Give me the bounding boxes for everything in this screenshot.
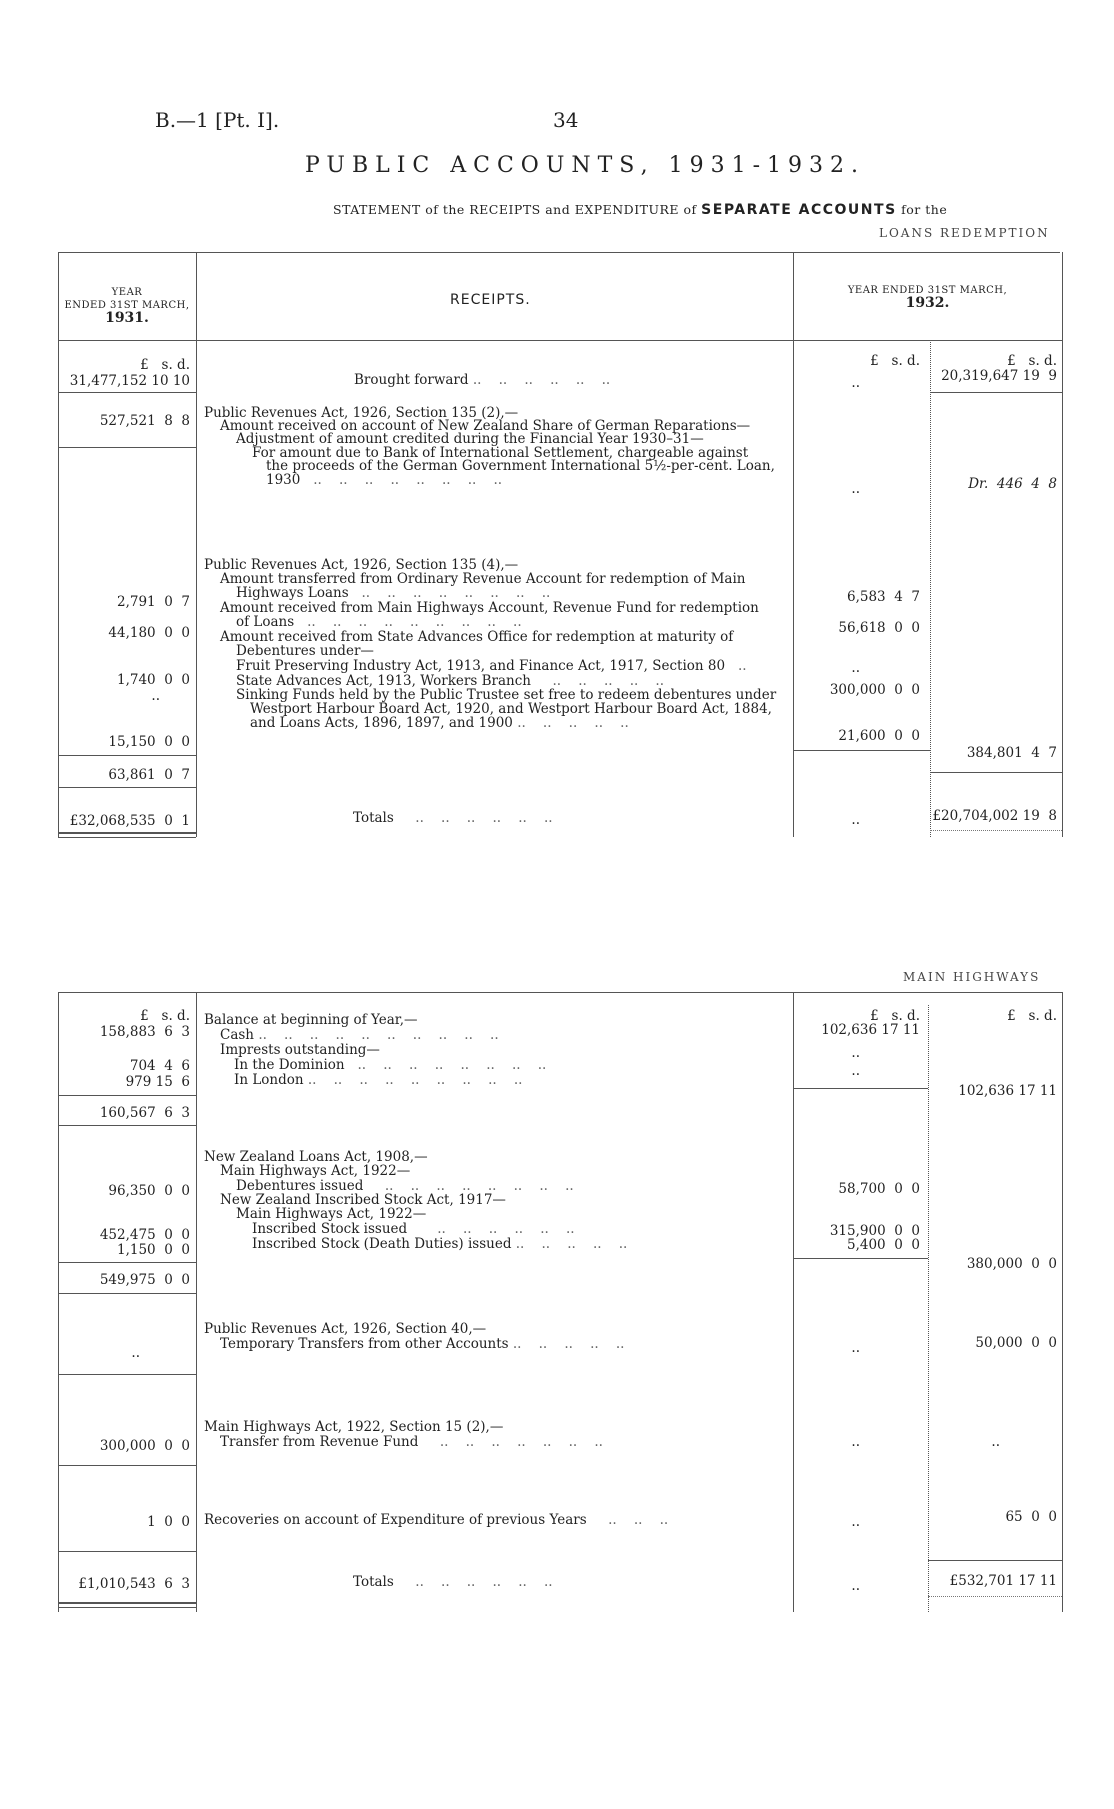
row-rule	[58, 447, 196, 448]
amount-cell: 1,150 0 0	[117, 1242, 190, 1258]
amount-cell: ..	[991, 1434, 1000, 1450]
currency-label: £ s. d.	[870, 1008, 920, 1024]
amount-cell: ..	[851, 1434, 860, 1450]
row-label: Amount received on account of New Zealand Share of German Reparations—	[220, 418, 751, 434]
row-label: and Loans Acts, 1896, 1897, and 1900 .. .. .. .. ..	[250, 715, 629, 731]
curr-year-header: YEAR ENDED 31ST MARCH, 1932.	[847, 285, 1008, 311]
table1-right-border	[1062, 252, 1063, 837]
page-title: PUBLIC ACCOUNTS, 1931-1932.	[305, 153, 865, 178]
amount-cell: ..	[131, 1345, 140, 1361]
amount-cell: Dr. 446 4 8	[968, 476, 1057, 492]
receipts-header: RECEIPTS.	[450, 292, 531, 308]
total-rule	[58, 1607, 196, 1608]
row-label: Balance at beginning of Year,—	[204, 1012, 418, 1028]
row-rule	[58, 1125, 196, 1126]
currency-label: £ s. d.	[140, 357, 190, 373]
table1-top-rule	[58, 252, 1060, 253]
amount-cell: 96,350 0 0	[108, 1183, 190, 1199]
total-rule	[930, 830, 1062, 831]
amount-cell: 160,567 6 3	[99, 1105, 190, 1121]
amount-cell: 979 15 6	[125, 1074, 190, 1090]
total-cell: £20,704,002 19 8	[932, 808, 1057, 824]
amount-cell: 5,400 0 0	[847, 1237, 920, 1253]
totals-label: Totals .. .. .. .. .. ..	[353, 1574, 553, 1590]
amount-cell: 58,700 0 0	[838, 1181, 920, 1197]
table2-col-divider	[793, 992, 794, 1612]
section-name: MAIN HIGHWAYS	[903, 970, 1041, 984]
row-label: Brought forward .. .. .. .. .. ..	[354, 372, 611, 388]
amount-cell: 6,583 4 7	[847, 589, 920, 605]
amount-cell: 44,180 0 0	[108, 625, 190, 641]
total-rule	[928, 1596, 1062, 1597]
amount-cell: ..	[851, 375, 860, 391]
amount-cell: 704 4 6	[129, 1058, 190, 1074]
amount-cell: 102,636 17 11	[958, 1083, 1057, 1099]
row-label: Temporary Transfers from other Accounts .. .. .. .. ..	[220, 1336, 625, 1352]
row-rule	[58, 1374, 196, 1375]
currency-label: £ s. d.	[140, 1008, 190, 1024]
currency-label: £ s. d.	[870, 353, 920, 369]
page-number: 34	[553, 108, 579, 132]
amount-cell: ..	[851, 660, 860, 676]
row-label: Sinking Funds held by the Public Trustee set free to redeem debentures under	[236, 687, 777, 703]
row-label: New Zealand Inscribed Stock Act, 1917—	[220, 1192, 506, 1208]
total-rule	[58, 832, 196, 834]
amount-cell: 56,618 0 0	[838, 620, 920, 636]
row-rule	[58, 1095, 196, 1096]
table1-col-divider	[930, 340, 931, 837]
amount-cell: 1 0 0	[147, 1514, 190, 1530]
total-cell: ..	[851, 1578, 860, 1594]
amount-cell: 20,319,647 19 9	[941, 368, 1057, 384]
amount-cell: 452,475 0 0	[99, 1227, 190, 1243]
amount-cell: ..	[851, 1063, 860, 1079]
amount-cell: 1,740 0 0	[117, 672, 190, 688]
total-cell: £32,068,535 0 1	[69, 813, 190, 829]
row-label: Transfer from Revenue Fund .. .. .. .. .. .. ..	[220, 1434, 603, 1450]
row-rule	[58, 392, 196, 393]
row-label: Public Revenues Act, 1926, Section 135 (2),—	[204, 405, 519, 421]
row-label: Highways Loans .. .. .. .. .. .. .. ..	[236, 585, 551, 601]
row-label: Adjustment of amount credited during the Financial Year 1930–31—	[236, 431, 704, 447]
total-cell: £1,010,543 6 3	[78, 1576, 190, 1592]
row-rule	[793, 1088, 928, 1089]
amount-cell: 102,636 17 11	[821, 1022, 920, 1038]
row-label: Imprests outstanding—	[220, 1042, 380, 1058]
amount-cell: 15,150 0 0	[108, 734, 190, 750]
row-label: Inscribed Stock (Death Duties) issued .. .. .. .. ..	[252, 1236, 628, 1252]
amount-cell: 2,791 0 7	[117, 594, 190, 610]
statement-bold: SEPARATE ACCOUNTS	[701, 202, 897, 218]
row-label: In the Dominion .. .. .. .. .. .. .. ..	[234, 1057, 547, 1073]
account-name: LOANS REDEMPTION	[879, 226, 1050, 240]
row-rule	[58, 1465, 196, 1466]
row-label: Inscribed Stock issued .. .. .. .. .. ..	[252, 1221, 575, 1237]
row-label: Recoveries on account of Expenditure of previous Years .. .. ..	[204, 1512, 669, 1528]
amount-cell: 527,521 8 8	[99, 413, 190, 429]
total-cell: ..	[851, 812, 860, 828]
row-rule	[793, 1258, 928, 1259]
row-label: State Advances Act, 1913, Workers Branch .. .. .. .. ..	[236, 673, 665, 689]
amount-cell: 50,000 0 0	[975, 1335, 1057, 1351]
total-rule	[58, 837, 196, 838]
row-label: Main Highways Act, 1922—	[236, 1206, 427, 1222]
amount-cell: 21,600 0 0	[838, 728, 920, 744]
amount-cell: 300,000 0 0	[99, 1438, 190, 1454]
amount-cell: ..	[851, 1340, 860, 1356]
row-label: In London .. .. .. .. .. .. .. .. ..	[234, 1072, 523, 1088]
amount-cell: 63,861 0 7	[108, 767, 190, 783]
row-label: of Loans .. .. .. .. .. .. .. .. ..	[236, 614, 522, 630]
statement-suffix: for the	[901, 202, 948, 217]
row-label: Cash .. .. .. .. .. .. .. .. .. ..	[220, 1027, 499, 1043]
table1-header-rule	[58, 340, 1062, 341]
row-label: Westport Harbour Board Act, 1920, and Westport Harbour Board Act, 1884,	[250, 701, 772, 717]
table2-left-border	[58, 992, 59, 1612]
row-label: the proceeds of the German Government International 5½-per-cent. Loan,	[266, 458, 775, 474]
amount-cell: ..	[851, 1514, 860, 1530]
row-label: Amount received from Main Highways Account, Revenue Fund for redemption	[220, 600, 759, 616]
amount-cell: 300,000 0 0	[829, 682, 920, 698]
amount-cell: 65 0 0	[1005, 1509, 1057, 1525]
row-label: Public Revenues Act, 1926, Section 135 (4),—	[204, 557, 519, 573]
amount-cell: 31,477,152 10 10	[69, 373, 190, 389]
table2-col-divider	[928, 1005, 929, 1612]
row-rule	[58, 787, 196, 788]
amount-cell: 549,975 0 0	[99, 1272, 190, 1288]
currency-label: £ s. d.	[1007, 1008, 1057, 1024]
row-rule	[58, 1551, 196, 1552]
table2-right-border	[1062, 992, 1063, 1612]
totals-label: Totals .. .. .. .. .. ..	[353, 810, 553, 826]
row-label: Debentures issued .. .. .. .. .. .. .. ..	[236, 1178, 574, 1194]
statement-prefix: STATEMENT of the RECEIPTS and EXPENDITURE of	[333, 202, 697, 217]
prev-year-header: YEAR ENDED 31ST MARCH, 1931.	[64, 287, 190, 326]
row-label: Amount transferred from Ordinary Revenue Account for redemption of Main	[220, 571, 746, 587]
amount-cell: ..	[151, 688, 160, 704]
series-reference: B.—1 [Pt. I].	[155, 108, 280, 132]
row-rule	[930, 772, 1062, 773]
row-rule	[58, 755, 196, 756]
row-label: Main Highways Act, 1922—	[220, 1163, 411, 1179]
amount-cell: 380,000 0 0	[966, 1256, 1057, 1272]
row-rule	[58, 1293, 196, 1294]
row-rule	[58, 1262, 196, 1263]
row-rule	[930, 392, 1062, 393]
row-label: Debentures under—	[236, 643, 374, 659]
amount-cell: ..	[851, 481, 860, 497]
row-label: Fruit Preserving Industry Act, 1913, and Finance Act, 1917, Section 80 ..	[236, 658, 747, 674]
table2-top-rule	[58, 992, 1062, 993]
total-rule	[58, 1602, 196, 1604]
amount-cell: 384,801 4 7	[966, 745, 1057, 761]
row-label: Main Highways Act, 1922, Section 15 (2),—	[204, 1419, 504, 1435]
amount-cell: 315,900 0 0	[829, 1223, 920, 1239]
row-label: Public Revenues Act, 1926, Section 40,—	[204, 1321, 487, 1337]
total-cell: £532,701 17 11	[949, 1573, 1057, 1589]
amount-cell: 158,883 6 3	[99, 1024, 190, 1040]
row-label: Amount received from State Advances Office for redemption at maturity of	[220, 629, 734, 645]
row-label: 1930 .. .. .. .. .. .. .. ..	[266, 472, 503, 488]
row-rule	[793, 750, 930, 751]
amount-cell: ..	[851, 1045, 860, 1061]
currency-label: £ s. d.	[1007, 353, 1057, 369]
table2-col-divider	[196, 992, 197, 1612]
row-rule	[928, 1560, 1062, 1561]
row-label: For amount due to Bank of International Settlement, chargeable against	[252, 445, 749, 461]
row-label: New Zealand Loans Act, 1908,—	[204, 1149, 428, 1165]
statement-heading	[333, 202, 947, 218]
